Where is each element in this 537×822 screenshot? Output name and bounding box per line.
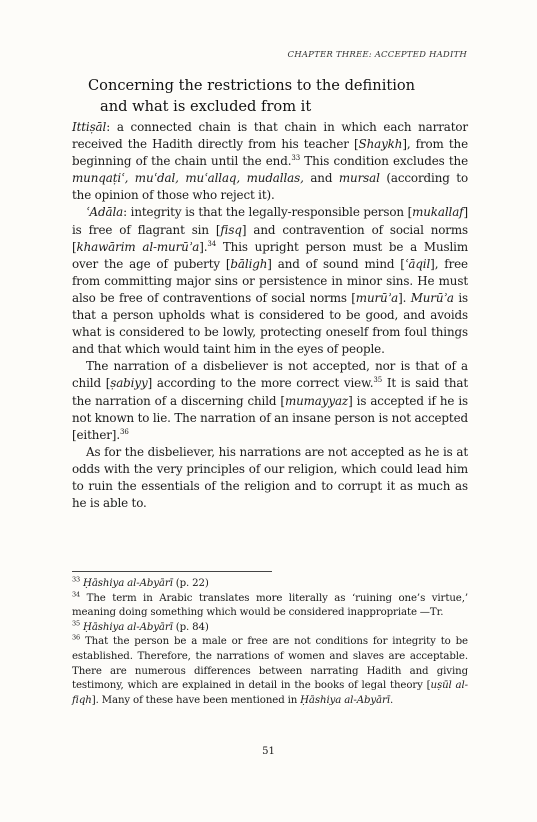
- term-mukallaf: mukallaf: [412, 205, 464, 220]
- footnote-book-title: Ḥāshiya al-Abyārī: [83, 578, 173, 589]
- term-adala: ʿAdāla: [86, 205, 124, 220]
- term-murua: murūʾa: [355, 290, 399, 305]
- footnote-35: [72, 621, 468, 636]
- paragraph-text: : a connected chain is that chain in which each narrator received the Hadith directly from his teacher [: [72, 120, 468, 152]
- paragraph-text: ] is free of flagrant sin [: [72, 205, 468, 237]
- paragraph-ittisal: [72, 119, 468, 204]
- paragraph-text: ] and contravention of social norms [: [72, 222, 469, 254]
- term-aqil: ʿāqil: [404, 256, 431, 271]
- term-fisq: fisq: [220, 222, 242, 237]
- paragraph-text: ] and of sound mind [: [267, 256, 405, 271]
- footnote-ref-36[interactable]: 36: [119, 427, 129, 436]
- paragraph-text: This condition excludes the: [300, 154, 468, 169]
- paragraph-text: and: [303, 171, 339, 186]
- footnote-36: [72, 635, 468, 708]
- paragraph-text: The narration of a disbeliever is not accepted, nor is that of a child [: [72, 359, 468, 391]
- term-usul-al-fiqh: uṣūl al-fiqh: [72, 680, 468, 706]
- paragraph-text: This upright person must be a Muslim over the age of puberty [: [72, 239, 468, 271]
- running-head: CHAPTER THREE: ACCEPTED HADITH: [287, 50, 467, 60]
- paragraph-adala: [72, 204, 468, 358]
- footnote-ref-35[interactable]: 35: [373, 376, 383, 385]
- paragraph-text: ].: [199, 239, 208, 254]
- term-sabiyy: ṣabiyy: [110, 376, 148, 391]
- paragraph-text: ], free from committing major sins or persistence in minor sins. He must also be free of contraventions of social norms [: [72, 256, 468, 305]
- footnote-number: 36: [72, 633, 81, 642]
- paragraph-text: ] according to the more correct view.: [147, 376, 374, 391]
- paragraph-text: (according to the opinion of those who reject it).: [72, 171, 468, 203]
- paragraph-disbeliever: [72, 358, 468, 443]
- paragraph-text: It is said that the narration of a discerning child [: [72, 376, 468, 408]
- footnote-book-title: Ḥāshiya al-Abyārī: [83, 621, 173, 633]
- footnote-ref-33[interactable]: 33: [291, 154, 301, 163]
- paragraph-text: is that a person upholds what is considered to be good, and avoids what is considered to be lowly, protecting oneself from foul things and that which would taint him in the eyes of people.: [72, 290, 469, 357]
- footnote-text: .: [389, 694, 394, 706]
- main-text: [72, 75, 468, 512]
- section-heading-line1: Concerning the restrictions to the definition: [88, 77, 416, 94]
- term-mursal: mursal: [338, 171, 380, 186]
- term-ittisal: Ittiṣāl: [72, 120, 107, 134]
- term-baligh: bāligh: [230, 256, 268, 271]
- footnote-33: [72, 577, 468, 592]
- footnote-text: That the person be a male or free are not conditions for integrity to be established. Therefore, the narrations of women and slaves are acceptable. There are numerous differences between narrating Hadith and giving testimony, which are explained in detail in the books of legal theory [: [72, 636, 468, 692]
- footnote-book-title: Ḥāshiya al-Abyārī: [300, 694, 390, 706]
- footnote-number: 33: [72, 575, 81, 584]
- footnote-number: 34: [72, 590, 81, 599]
- footnote-text: The term in Arabic translates more literally as ‘ruining one’s virtue,’ meaning doing something which would be considered inappropriate —Tr.: [72, 592, 468, 619]
- page-number: 51: [262, 746, 275, 757]
- footnote-text: (p. 84): [172, 621, 209, 633]
- paragraph-text: ], from the beginning of the chain until the end.: [72, 137, 468, 169]
- paragraph-text: ].: [398, 290, 411, 305]
- term-shaykh: Shaykh: [358, 137, 403, 152]
- term-khawarim: khawārim al-murūʾa: [76, 239, 200, 254]
- term-mumayyaz: mumayyaz: [284, 393, 349, 408]
- footnote-divider: [72, 571, 272, 572]
- section-heading: [88, 75, 468, 117]
- footnote-text: (p. 22): [172, 578, 209, 589]
- term-murua: Murūʾa: [410, 290, 454, 305]
- paragraph-principles: As for the disbeliever, his narrations are not accepted as he is at odds with the very principles of our religion, which could lead him to ruin the essentials of the religion and to corrupt it as much as he is able to.: [72, 444, 468, 511]
- footnote-34: [72, 592, 468, 621]
- paragraph-text: : integrity is that the legally-responsible person [: [123, 205, 413, 220]
- section-heading-line2: and what is excluded from it: [100, 98, 312, 115]
- paragraph-text: ] is accepted if he is not known to lie. The narration of an insane person is not accepted [either].: [72, 393, 468, 442]
- footnote-ref-34[interactable]: 34: [207, 239, 217, 248]
- term-list: munqaṭiʿ, muʿdal, muʿallaq, mudallas,: [72, 171, 304, 186]
- footnote-text: ]. Many of these have been mentioned in: [91, 694, 301, 706]
- footnote-number: 35: [72, 619, 81, 628]
- footnotes: [72, 577, 468, 708]
